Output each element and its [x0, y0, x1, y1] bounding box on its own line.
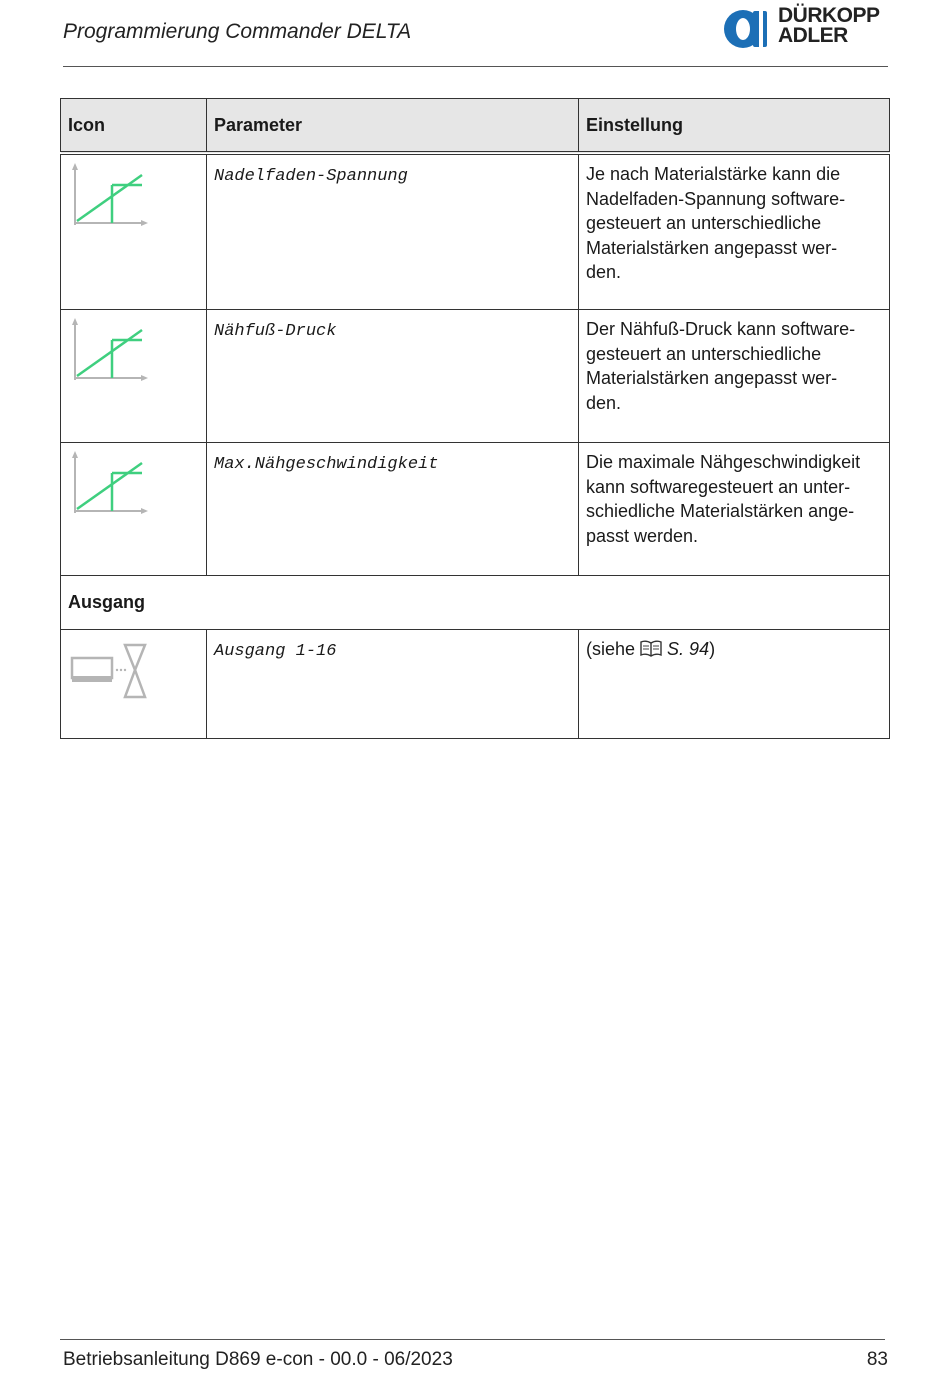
description-line: kann softwaregesteuert an unter- — [586, 476, 851, 497]
table-row — [61, 630, 890, 739]
header-divider — [63, 66, 888, 67]
description-line: Die maximale Nähgeschwindigkeit — [586, 452, 861, 472]
page-reference-link[interactable]: S. 94 — [667, 639, 710, 659]
description-line: Materialstärken angepasst wer- — [586, 368, 838, 388]
description-line: Je nach Materialstärke kann die — [586, 164, 841, 184]
description-line: passt werden. — [586, 525, 699, 546]
description-line: Der Nähfuß-Druck kann software- — [586, 319, 856, 339]
logo-mark-icon — [723, 8, 775, 50]
table-row — [61, 443, 890, 576]
footer-document-info: Betriebsanleitung D869 e-con - 00.0 - 06/2023 — [63, 1349, 453, 1370]
reference-open: (siehe — [586, 639, 641, 659]
parameter-description — [579, 630, 890, 739]
parameter-table — [60, 98, 890, 739]
table-header-row — [61, 99, 890, 154]
parameter-name: Ausgang 1-16 — [207, 630, 579, 739]
page-number: 83 — [866, 1349, 888, 1370]
page-header-title: Programmierung Commander DELTA — [63, 20, 412, 43]
description-line: Nadelfaden-Spannung software- — [586, 188, 846, 209]
book-icon — [640, 640, 662, 657]
logo-text — [778, 6, 880, 46]
icon-cell — [61, 153, 207, 310]
table-row — [61, 310, 890, 443]
description-line: den. — [586, 392, 622, 413]
table-row — [61, 153, 890, 310]
icon-cell — [61, 630, 207, 739]
section-row — [61, 576, 890, 630]
section-heading: Ausgang — [61, 576, 890, 630]
parameter-name: Max.Nähgeschwindigkeit — [207, 443, 579, 576]
logo-text-line1: DÜRKOPP — [778, 4, 880, 27]
duerkopp-adler-logo — [723, 6, 891, 52]
parameter-description — [579, 310, 890, 443]
description-line: gesteuert an unterschiedliche — [586, 213, 822, 233]
logo-text-line2: ADLER — [778, 24, 848, 47]
material-thickness-graph-icon — [70, 451, 150, 515]
description-line: schiedliche Materialstärken ange- — [586, 501, 855, 521]
icon-cell — [61, 443, 207, 576]
parameter-name: Nadelfaden-Spannung — [207, 153, 579, 310]
parameter-name: Nähfuß-Druck — [207, 310, 579, 443]
description-line: den. — [586, 262, 622, 282]
material-thickness-graph-icon — [70, 318, 150, 382]
column-header-parameter: Parameter — [207, 99, 579, 154]
description-line: Materialstärken angepasst wer- — [586, 237, 838, 258]
icon-cell — [61, 310, 207, 443]
footer-divider — [60, 1339, 885, 1340]
column-header-icon: Icon — [61, 99, 207, 154]
description-line: gesteuert an unterschiedliche — [586, 343, 822, 364]
parameter-description — [579, 153, 890, 310]
material-thickness-graph-icon — [70, 163, 150, 227]
column-header-einstellung: Einstellung — [579, 99, 890, 154]
output-valve-icon — [70, 642, 150, 702]
parameter-description — [579, 443, 890, 576]
reference-close: ) — [709, 639, 716, 659]
